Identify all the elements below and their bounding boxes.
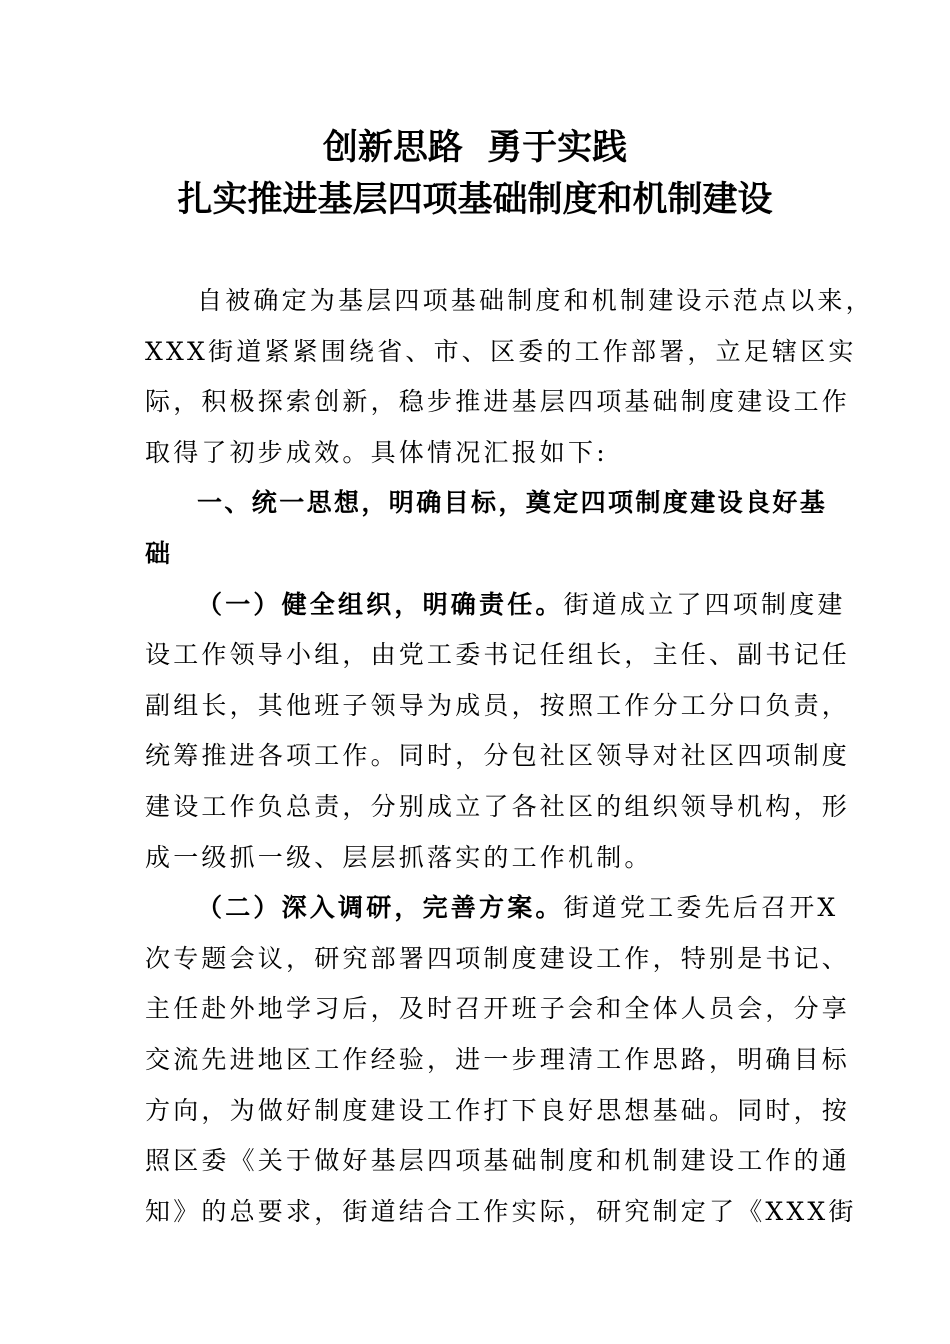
paragraph-line: 成一级抓一级、层层抓落实的工作机制。 bbox=[145, 842, 653, 872]
section-heading-line: 一、统一思想，明确目标，奠定四项制度建设良好基 bbox=[197, 488, 828, 518]
intro-line: 自被确定为基层四项基础制度和机制建设示范点以来， bbox=[197, 286, 874, 315]
paragraph-first-line bbox=[145, 883, 839, 934]
document-body bbox=[145, 276, 874, 1237]
intro-line: 际，积极探索创新，稳步推进基层四项基础制度建设工作 bbox=[145, 387, 851, 417]
section-heading-line: 础 bbox=[145, 538, 173, 568]
paragraph-lead: （二）深入调研，完善方案。 bbox=[197, 893, 564, 923]
intro-line: XXX街道紧紧围绕省、市、区委的工作部署，立足辖区实 bbox=[145, 336, 857, 366]
paragraph-lead: （一）健全组织，明确责任。 bbox=[197, 589, 564, 619]
paragraph-first-line bbox=[145, 580, 846, 631]
paragraph-line: 主任赴外地学习后，及时召开班子会和全体人员会，分享 bbox=[145, 994, 851, 1024]
paragraph-text: 街道党工委先后召开X bbox=[563, 893, 839, 923]
paragraph-line: 副组长，其他班子领导为成员，按照工作分工分口负责， bbox=[145, 690, 851, 720]
paragraph-line: 次专题会议，研究部署四项制度建设工作，特别是书记、 bbox=[145, 943, 851, 973]
title-line-2: 扎实推进基层四项基础制度和机制建设 bbox=[177, 179, 773, 220]
paragraph-line: 方向，为做好制度建设工作打下良好思想基础。同时，按 bbox=[145, 1095, 851, 1125]
paragraph-line: 照区委《关于做好基层四项基础制度和机制建设工作的通 bbox=[145, 1146, 851, 1176]
intro-line: 取得了初步成效。具体情况汇报如下: bbox=[145, 437, 608, 467]
paragraph-line: 设工作领导小组，由党工委书记任组长，主任、副书记任 bbox=[145, 640, 851, 670]
paragraph-line: 建设工作负总责，分别成立了各社区的组织领导机构，形 bbox=[145, 791, 851, 821]
paragraph-line: 交流先进地区工作经验，进一步理清工作思路，明确目标 bbox=[145, 1044, 851, 1074]
document-title bbox=[0, 122, 950, 226]
paragraph-line: 知》的总要求，街道结合工作实际，研究制定了《XXX街 bbox=[145, 1196, 857, 1226]
paragraph-line: 统筹推进各项工作。同时，分包社区领导对社区四项制度 bbox=[145, 741, 851, 771]
paragraph-text: 街道成立了四项制度建 bbox=[563, 589, 846, 619]
title-line-1: 创新思路 勇于实践 bbox=[322, 127, 628, 168]
